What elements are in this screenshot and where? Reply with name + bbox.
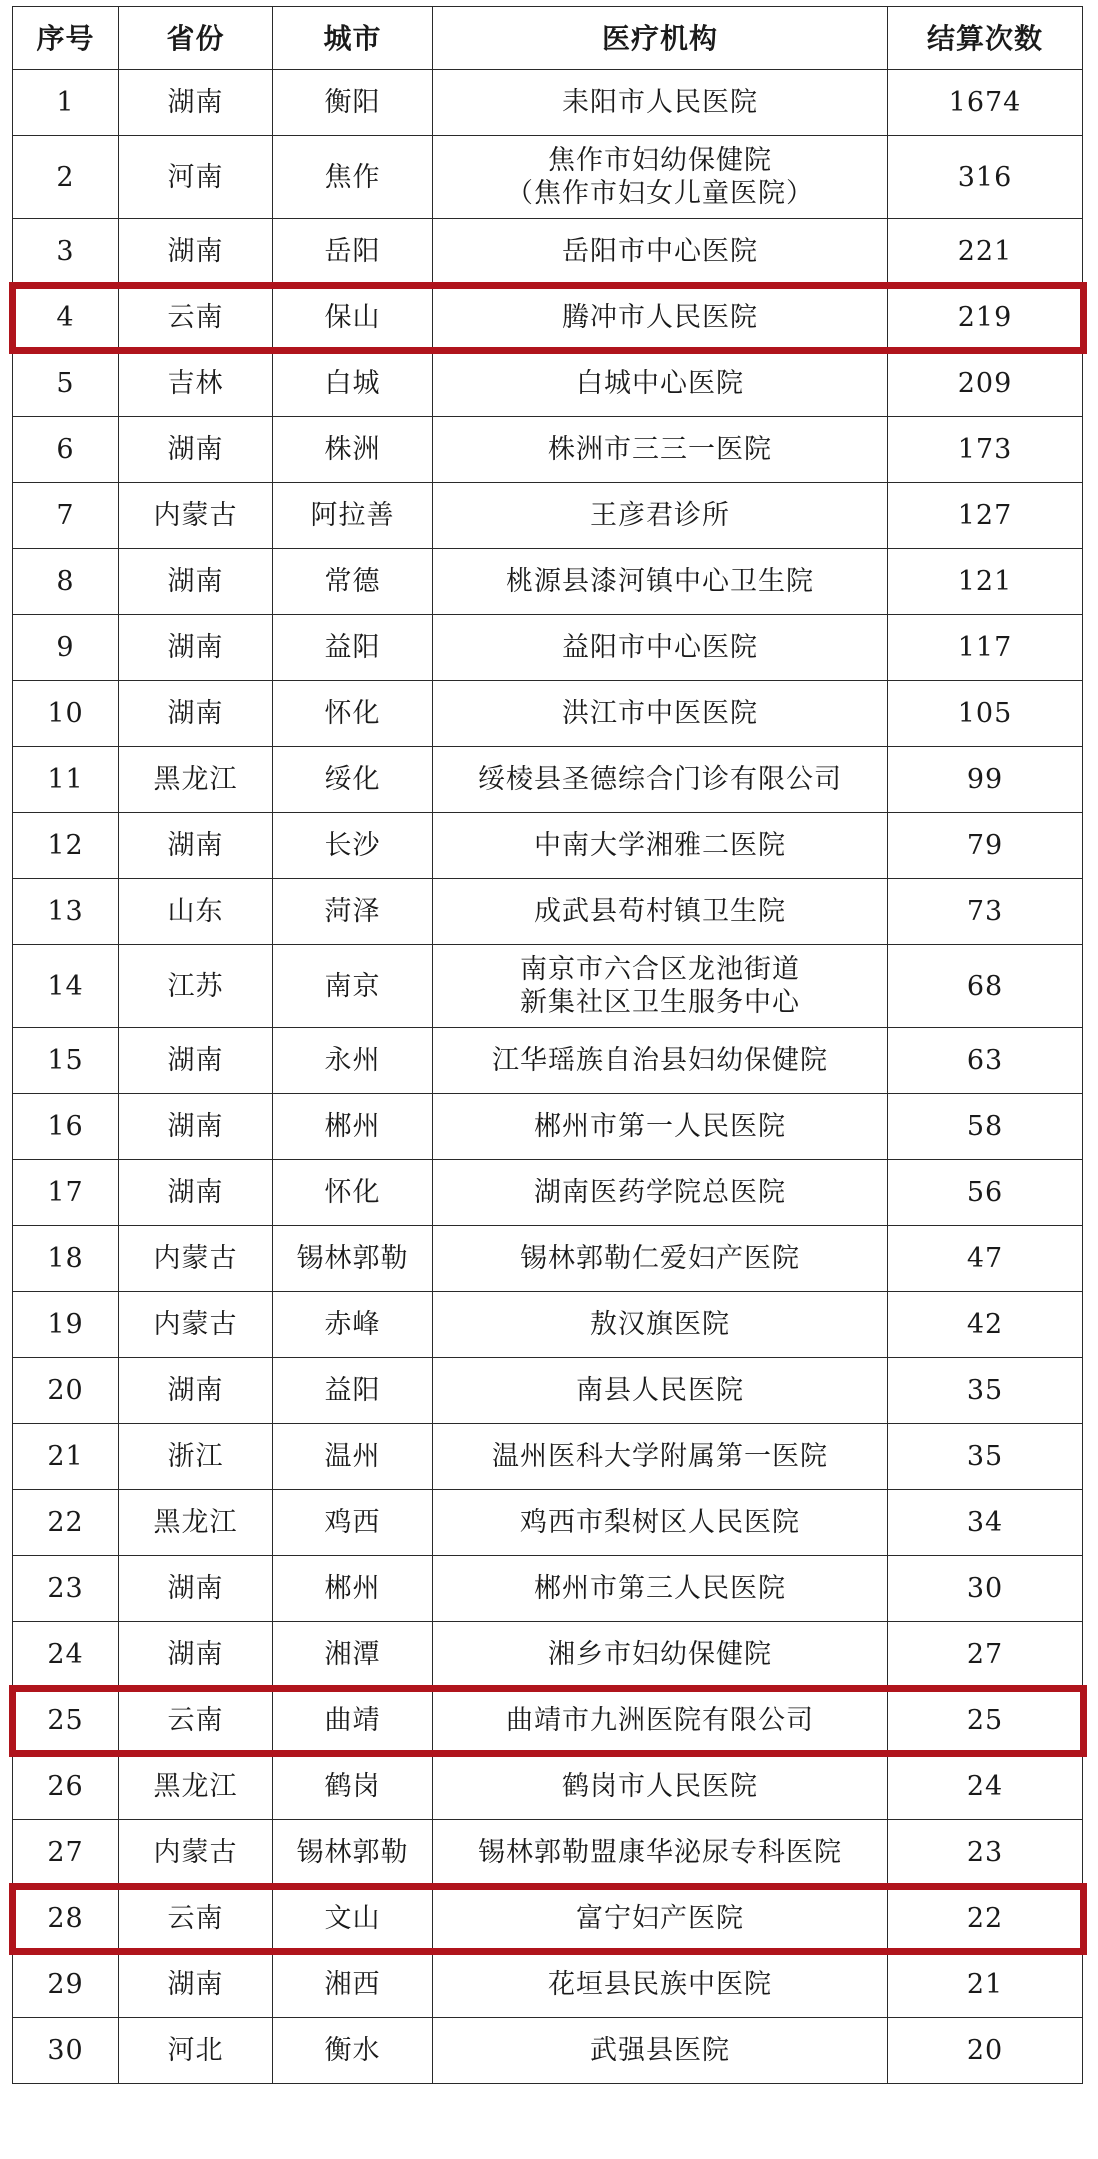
cell-institution bbox=[433, 1160, 888, 1226]
cell-count: 56 bbox=[888, 1160, 1083, 1226]
header-count: 结算次数 bbox=[888, 7, 1083, 70]
cell-city: 锡林郭勒 bbox=[273, 1820, 433, 1886]
table-row bbox=[13, 351, 1083, 417]
table-row bbox=[13, 417, 1083, 483]
cell-count: 105 bbox=[888, 681, 1083, 747]
header-index: 序号 bbox=[13, 7, 119, 70]
institution-line: 湖南医药学院总医院 bbox=[534, 1177, 786, 1208]
table-row bbox=[13, 879, 1083, 945]
cell-count: 1674 bbox=[888, 70, 1083, 136]
cell-city: 益阳 bbox=[273, 615, 433, 681]
institution-line: 曲靖市九洲医院有限公司 bbox=[506, 1705, 814, 1736]
table-row bbox=[13, 945, 1083, 1028]
cell-province: 内蒙古 bbox=[119, 1226, 273, 1292]
cell-institution bbox=[433, 219, 888, 285]
cell-institution bbox=[433, 1886, 888, 1952]
table-row bbox=[13, 747, 1083, 813]
cell-institution bbox=[433, 1688, 888, 1754]
cell-city: 永州 bbox=[273, 1028, 433, 1094]
cell-city: 温州 bbox=[273, 1424, 433, 1490]
cell-province: 江苏 bbox=[119, 945, 273, 1028]
cell-index: 23 bbox=[13, 1556, 119, 1622]
cell-count: 25 bbox=[888, 1688, 1083, 1754]
cell-province: 内蒙古 bbox=[119, 1292, 273, 1358]
cell-city: 保山 bbox=[273, 285, 433, 351]
cell-index: 3 bbox=[13, 219, 119, 285]
cell-count: 79 bbox=[888, 813, 1083, 879]
cell-index: 15 bbox=[13, 1028, 119, 1094]
cell-city: 怀化 bbox=[273, 681, 433, 747]
cell-institution bbox=[433, 351, 888, 417]
institution-line: 敖汉旗医院 bbox=[590, 1309, 730, 1340]
cell-institution bbox=[433, 747, 888, 813]
cell-count: 22 bbox=[888, 1886, 1083, 1952]
cell-province: 湖南 bbox=[119, 1622, 273, 1688]
cell-province: 湖南 bbox=[119, 219, 273, 285]
cell-count: 23 bbox=[888, 1820, 1083, 1886]
cell-count: 34 bbox=[888, 1490, 1083, 1556]
institution-line: 郴州市第一人民医院 bbox=[534, 1111, 786, 1142]
institution-line: 耒阳市人民医院 bbox=[562, 87, 758, 118]
institution-line: 中南大学湘雅二医院 bbox=[534, 830, 786, 861]
cell-index: 29 bbox=[13, 1952, 119, 2018]
cell-institution bbox=[433, 945, 888, 1028]
cell-institution bbox=[433, 136, 888, 219]
cell-city: 益阳 bbox=[273, 1358, 433, 1424]
cell-index: 22 bbox=[13, 1490, 119, 1556]
cell-city: 白城 bbox=[273, 351, 433, 417]
cell-index: 5 bbox=[13, 351, 119, 417]
cell-institution bbox=[433, 70, 888, 136]
cell-count: 35 bbox=[888, 1424, 1083, 1490]
cell-institution bbox=[433, 1754, 888, 1820]
institution-line: 王彦君诊所 bbox=[590, 500, 730, 531]
cell-index: 7 bbox=[13, 483, 119, 549]
institution-line: 成武县苟村镇卫生院 bbox=[534, 896, 786, 927]
cell-count: 173 bbox=[888, 417, 1083, 483]
cell-index: 21 bbox=[13, 1424, 119, 1490]
cell-index: 19 bbox=[13, 1292, 119, 1358]
institution-line: 桃源县漆河镇中心卫生院 bbox=[506, 566, 814, 597]
cell-count: 221 bbox=[888, 219, 1083, 285]
institution-line: 岳阳市中心医院 bbox=[562, 236, 758, 267]
cell-count: 99 bbox=[888, 747, 1083, 813]
cell-province: 湖南 bbox=[119, 417, 273, 483]
institution-line: 绥棱县圣德综合门诊有限公司 bbox=[478, 764, 842, 795]
table-row bbox=[13, 1952, 1083, 2018]
cell-count: 27 bbox=[888, 1622, 1083, 1688]
table-body bbox=[13, 70, 1083, 2084]
cell-count: 24 bbox=[888, 1754, 1083, 1820]
table-row bbox=[13, 1820, 1083, 1886]
institution-line: 焦作市妇幼保健院 bbox=[548, 145, 772, 176]
cell-count: 121 bbox=[888, 549, 1083, 615]
cell-institution bbox=[433, 1094, 888, 1160]
header-institution: 医疗机构 bbox=[433, 7, 888, 70]
cell-count: 219 bbox=[888, 285, 1083, 351]
cell-province: 云南 bbox=[119, 285, 273, 351]
cell-index: 14 bbox=[13, 945, 119, 1028]
settlement-table bbox=[12, 6, 1083, 2084]
cell-province: 吉林 bbox=[119, 351, 273, 417]
cell-city: 赤峰 bbox=[273, 1292, 433, 1358]
cell-province: 山东 bbox=[119, 879, 273, 945]
cell-index: 20 bbox=[13, 1358, 119, 1424]
cell-city: 岳阳 bbox=[273, 219, 433, 285]
cell-province: 河南 bbox=[119, 136, 273, 219]
cell-city: 常德 bbox=[273, 549, 433, 615]
institution-line: 鸡西市梨树区人民医院 bbox=[520, 1507, 800, 1538]
cell-city: 南京 bbox=[273, 945, 433, 1028]
cell-province: 湖南 bbox=[119, 813, 273, 879]
institution-line: 南县人民医院 bbox=[576, 1375, 744, 1406]
cell-index: 12 bbox=[13, 813, 119, 879]
cell-index: 8 bbox=[13, 549, 119, 615]
cell-province: 湖南 bbox=[119, 549, 273, 615]
cell-institution bbox=[433, 615, 888, 681]
institution-line: 洪江市中医医院 bbox=[562, 698, 758, 729]
table-row bbox=[13, 2018, 1083, 2084]
cell-province: 湖南 bbox=[119, 1358, 273, 1424]
institution-line: 温州医科大学附属第一医院 bbox=[492, 1441, 828, 1472]
cell-institution bbox=[433, 417, 888, 483]
cell-city: 长沙 bbox=[273, 813, 433, 879]
table-row bbox=[13, 136, 1083, 219]
cell-index: 24 bbox=[13, 1622, 119, 1688]
table-row bbox=[13, 1688, 1083, 1754]
cell-institution bbox=[433, 285, 888, 351]
cell-index: 27 bbox=[13, 1820, 119, 1886]
cell-count: 42 bbox=[888, 1292, 1083, 1358]
table-header-row bbox=[13, 7, 1083, 70]
cell-count: 47 bbox=[888, 1226, 1083, 1292]
table-row bbox=[13, 1094, 1083, 1160]
cell-count: 63 bbox=[888, 1028, 1083, 1094]
cell-city: 曲靖 bbox=[273, 1688, 433, 1754]
institution-line: 白城中心医院 bbox=[576, 368, 744, 399]
cell-province: 云南 bbox=[119, 1886, 273, 1952]
institution-line: 武强县医院 bbox=[590, 2035, 730, 2066]
settlement-table-container bbox=[12, 6, 1082, 2084]
institution-line: 锡林郭勒盟康华泌尿专科医院 bbox=[478, 1837, 842, 1868]
table-row bbox=[13, 1490, 1083, 1556]
cell-city: 怀化 bbox=[273, 1160, 433, 1226]
cell-province: 黑龙江 bbox=[119, 1490, 273, 1556]
cell-institution bbox=[433, 1358, 888, 1424]
cell-index: 16 bbox=[13, 1094, 119, 1160]
cell-city: 湘潭 bbox=[273, 1622, 433, 1688]
table-row bbox=[13, 1622, 1083, 1688]
cell-count: 68 bbox=[888, 945, 1083, 1028]
cell-count: 117 bbox=[888, 615, 1083, 681]
cell-province: 湖南 bbox=[119, 70, 273, 136]
cell-city: 衡阳 bbox=[273, 70, 433, 136]
table-row bbox=[13, 219, 1083, 285]
cell-index: 4 bbox=[13, 285, 119, 351]
table-row bbox=[13, 1556, 1083, 1622]
cell-province: 河北 bbox=[119, 2018, 273, 2084]
cell-city: 株洲 bbox=[273, 417, 433, 483]
cell-province: 内蒙古 bbox=[119, 483, 273, 549]
cell-city: 郴州 bbox=[273, 1556, 433, 1622]
header-province: 省份 bbox=[119, 7, 273, 70]
table-row bbox=[13, 483, 1083, 549]
table-row bbox=[13, 1358, 1083, 1424]
cell-province: 湖南 bbox=[119, 1028, 273, 1094]
cell-province: 湖南 bbox=[119, 681, 273, 747]
table-row bbox=[13, 1292, 1083, 1358]
institution-line: 益阳市中心医院 bbox=[562, 632, 758, 663]
table-row bbox=[13, 1226, 1083, 1292]
table-row bbox=[13, 70, 1083, 136]
cell-city: 郴州 bbox=[273, 1094, 433, 1160]
table-row bbox=[13, 681, 1083, 747]
cell-city: 阿拉善 bbox=[273, 483, 433, 549]
cell-institution bbox=[433, 681, 888, 747]
cell-province: 湖南 bbox=[119, 1094, 273, 1160]
cell-institution bbox=[433, 1424, 888, 1490]
cell-institution bbox=[433, 483, 888, 549]
cell-city: 绥化 bbox=[273, 747, 433, 813]
cell-index: 13 bbox=[13, 879, 119, 945]
cell-institution bbox=[433, 549, 888, 615]
table-row bbox=[13, 1424, 1083, 1490]
cell-count: 73 bbox=[888, 879, 1083, 945]
table-row bbox=[13, 1754, 1083, 1820]
institution-line: 富宁妇产医院 bbox=[576, 1903, 744, 1934]
cell-count: 35 bbox=[888, 1358, 1083, 1424]
cell-city: 锡林郭勒 bbox=[273, 1226, 433, 1292]
cell-index: 9 bbox=[13, 615, 119, 681]
table-row bbox=[13, 1028, 1083, 1094]
institution-line: 郴州市第三人民医院 bbox=[534, 1573, 786, 1604]
cell-count: 127 bbox=[888, 483, 1083, 549]
cell-index: 30 bbox=[13, 2018, 119, 2084]
cell-count: 21 bbox=[888, 1952, 1083, 2018]
cell-institution bbox=[433, 1028, 888, 1094]
cell-index: 6 bbox=[13, 417, 119, 483]
institution-line: 花垣县民族中医院 bbox=[548, 1969, 772, 2000]
cell-index: 17 bbox=[13, 1160, 119, 1226]
cell-index: 28 bbox=[13, 1886, 119, 1952]
cell-count: 58 bbox=[888, 1094, 1083, 1160]
cell-institution bbox=[433, 1556, 888, 1622]
cell-city: 文山 bbox=[273, 1886, 433, 1952]
institution-line: 江华瑶族自治县妇幼保健院 bbox=[492, 1045, 828, 1076]
cell-city: 菏泽 bbox=[273, 879, 433, 945]
table-row bbox=[13, 549, 1083, 615]
cell-institution bbox=[433, 2018, 888, 2084]
table-row bbox=[13, 1160, 1083, 1226]
institution-line: 鹤岗市人民医院 bbox=[562, 1771, 758, 1802]
cell-index: 1 bbox=[13, 70, 119, 136]
cell-city: 鹤岗 bbox=[273, 1754, 433, 1820]
cell-institution bbox=[433, 879, 888, 945]
table-row bbox=[13, 285, 1083, 351]
cell-count: 209 bbox=[888, 351, 1083, 417]
cell-province: 黑龙江 bbox=[119, 1754, 273, 1820]
cell-province: 云南 bbox=[119, 1688, 273, 1754]
cell-index: 18 bbox=[13, 1226, 119, 1292]
table-row bbox=[13, 1886, 1083, 1952]
cell-institution bbox=[433, 1490, 888, 1556]
cell-count: 20 bbox=[888, 2018, 1083, 2084]
institution-line: （焦作市妇女儿童医院） bbox=[506, 178, 814, 209]
cell-count: 30 bbox=[888, 1556, 1083, 1622]
institution-line: 腾冲市人民医院 bbox=[562, 302, 758, 333]
cell-city: 衡水 bbox=[273, 2018, 433, 2084]
table-row bbox=[13, 813, 1083, 879]
cell-province: 湖南 bbox=[119, 615, 273, 681]
header-city: 城市 bbox=[273, 7, 433, 70]
cell-institution bbox=[433, 1292, 888, 1358]
cell-institution bbox=[433, 1622, 888, 1688]
cell-city: 鸡西 bbox=[273, 1490, 433, 1556]
institution-line: 锡林郭勒仁爱妇产医院 bbox=[520, 1243, 800, 1274]
cell-province: 湖南 bbox=[119, 1556, 273, 1622]
institution-line: 南京市六合区龙池街道 bbox=[520, 954, 800, 985]
institution-line: 湘乡市妇幼保健院 bbox=[548, 1639, 772, 1670]
institution-line: 株洲市三三一医院 bbox=[548, 434, 772, 465]
cell-institution bbox=[433, 1952, 888, 2018]
cell-count: 316 bbox=[888, 136, 1083, 219]
institution-line: 新集社区卫生服务中心 bbox=[520, 987, 800, 1018]
cell-province: 浙江 bbox=[119, 1424, 273, 1490]
cell-institution bbox=[433, 813, 888, 879]
cell-province: 黑龙江 bbox=[119, 747, 273, 813]
cell-index: 2 bbox=[13, 136, 119, 219]
cell-institution bbox=[433, 1226, 888, 1292]
cell-index: 25 bbox=[13, 1688, 119, 1754]
cell-index: 10 bbox=[13, 681, 119, 747]
cell-province: 湖南 bbox=[119, 1160, 273, 1226]
table-row bbox=[13, 615, 1083, 681]
cell-city: 焦作 bbox=[273, 136, 433, 219]
cell-city: 湘西 bbox=[273, 1952, 433, 2018]
cell-index: 11 bbox=[13, 747, 119, 813]
cell-province: 湖南 bbox=[119, 1952, 273, 2018]
cell-institution bbox=[433, 1820, 888, 1886]
cell-province: 内蒙古 bbox=[119, 1820, 273, 1886]
cell-index: 26 bbox=[13, 1754, 119, 1820]
